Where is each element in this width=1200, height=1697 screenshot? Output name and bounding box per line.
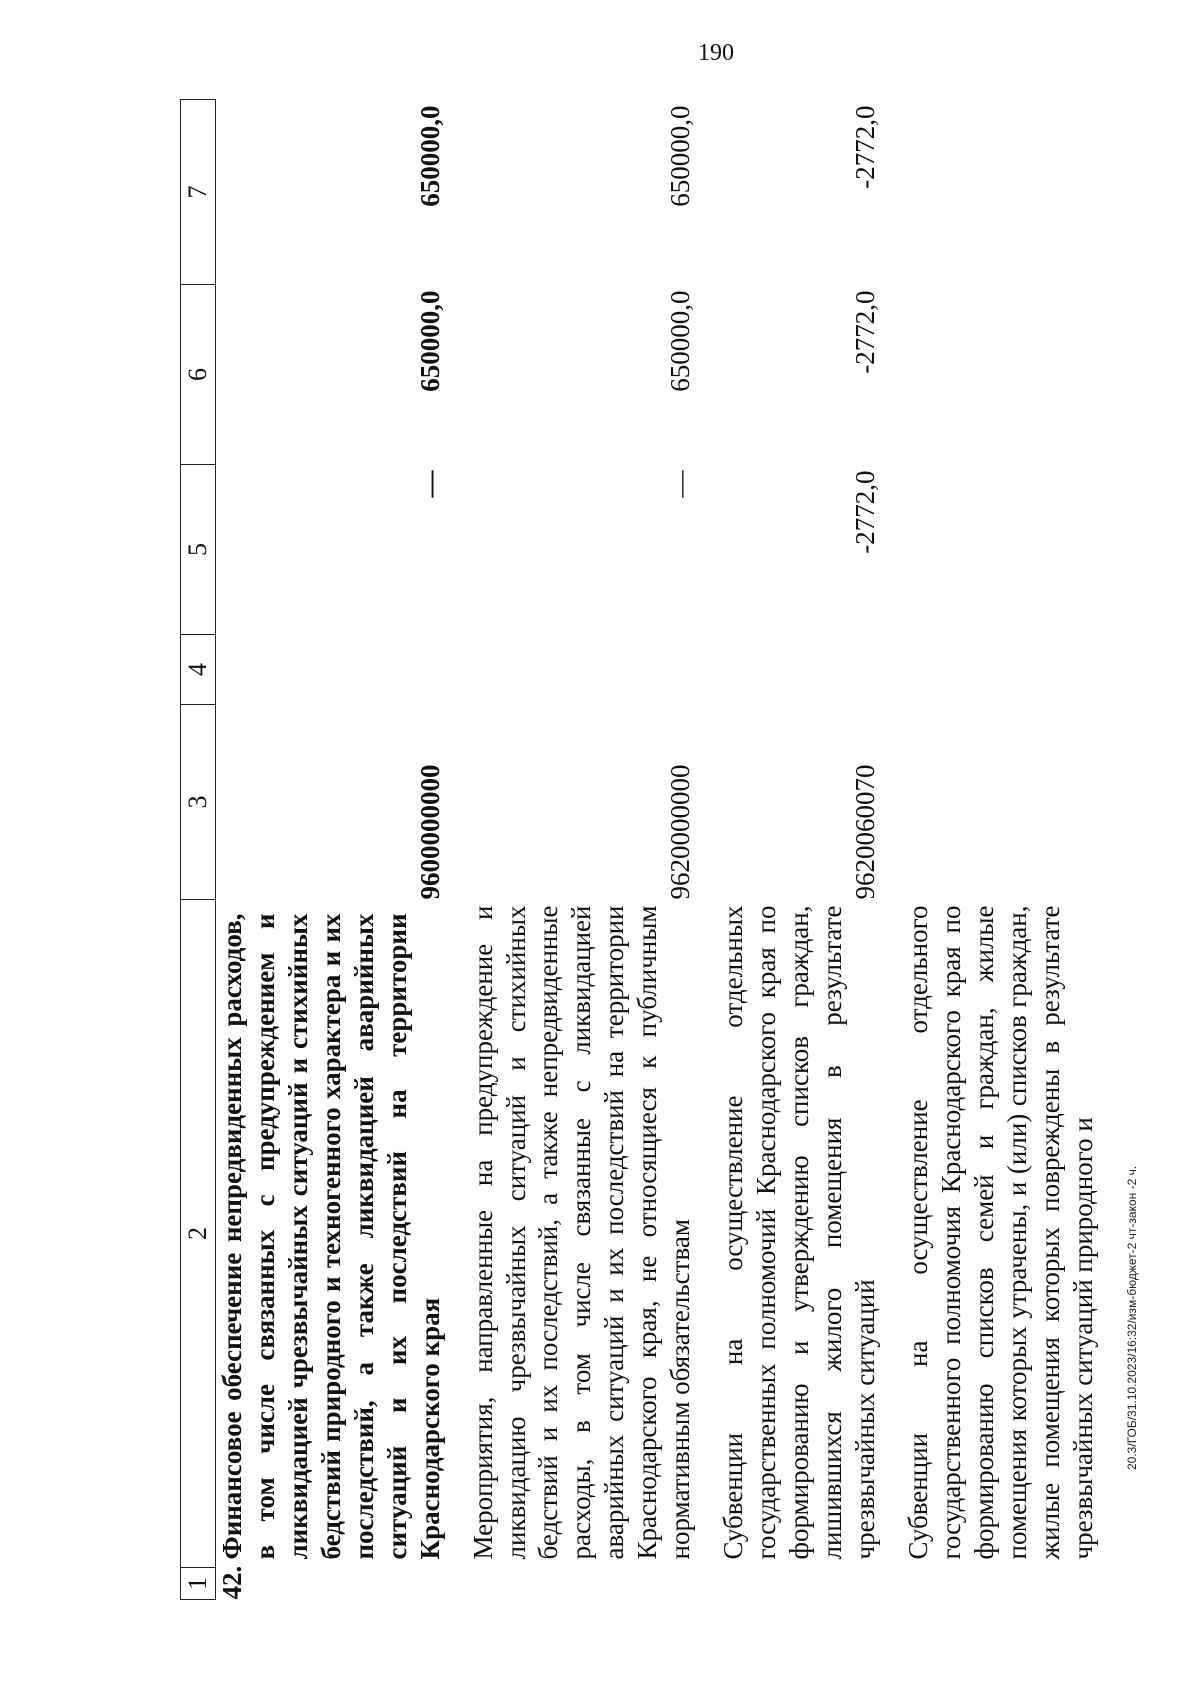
page-number: 190 — [698, 40, 734, 66]
row-description: Субвенции на осуществление отдельных государственных полномочий Краснодарского края по формированию и утверждению списков граждан, лишившихся жилого помещения в результате чрезвычайных ситуаций — [718, 905, 880, 1560]
col4-cell — [902, 635, 1100, 705]
row-description: Финансовое обеспечение непредвиденных расходов, в том числе связанных с предупреждением и ликвидацией чрезвычайных ситуаций и стихийных бедствий природного и техногенного характера и их последствий, а также ликвидацией аварийных ситуаций и их последствий на территории Краснодарского края — [217, 913, 445, 1560]
table-row — [717, 100, 882, 1600]
header-cell: 4 — [181, 635, 216, 705]
table-row — [216, 100, 447, 1600]
table-row — [467, 100, 698, 1600]
header-cell: 2 — [181, 900, 216, 1568]
header-cell: 6 — [181, 285, 216, 465]
code-cell: 9620000000 — [665, 764, 696, 900]
col4-cell — [216, 635, 447, 705]
col4-cell — [467, 635, 698, 705]
col5-cell: -2772,0 — [849, 470, 880, 554]
col6-cell: 650000,0 — [665, 290, 696, 392]
row-number — [467, 1568, 698, 1600]
col7-cell — [902, 100, 1100, 285]
col7-cell: -2772,0 — [849, 105, 880, 189]
header-cell: 1 — [181, 1568, 216, 1600]
table-row — [902, 100, 1100, 1600]
col6-cell: 650000,0 — [414, 290, 445, 392]
col6-cell: -2772,0 — [849, 290, 880, 374]
col6-cell — [902, 285, 1100, 465]
table-header-row — [181, 100, 216, 1600]
header-cell: 3 — [181, 705, 216, 900]
col7-cell: 650000,0 — [414, 105, 445, 207]
row-number — [717, 1568, 882, 1600]
header-cell: 7 — [181, 100, 216, 285]
row-description: Субвенции на осуществление отдельного государственного полномочия Краснодарского края по формированию списков семей и граждан, жилые помещения которых утрачены, и (или) списков граждан, жилые помещения которых повреждены в результате чрезвычайных ситуаций природного и — [902, 905, 1098, 1560]
budget-table — [180, 99, 1099, 1600]
code-cell: 9620060070 — [849, 764, 880, 900]
header-cell: 5 — [181, 465, 216, 635]
row-description-cell — [216, 900, 447, 1600]
col5-cell — [902, 465, 1100, 635]
row-description: Мероприятия, направленные на предупреждение и ликвидацию чрезвычайных ситуаций и стихийных бедствий и их последствий, а также непредвиденные расходы, в том числе связанные с ликвидацией аварийных ситуаций и их последствий на территории Краснодарского края, не относящиеся к публичным нормативным обязательствам — [467, 905, 696, 1560]
col7-cell: 650000,0 — [665, 105, 696, 207]
code-cell — [902, 705, 1100, 900]
col5-cell: — — [414, 470, 445, 498]
col5-cell: — — [665, 470, 696, 498]
footer-stamp: 20.3/ГОБ/31.10.2023/16:32/изм-бюджет-2 чт-закон -2 ч. — [1125, 1165, 1139, 1470]
rotated-page-content — [180, 100, 1098, 1600]
row-number: 42. — [217, 1565, 247, 1600]
col4-cell — [717, 635, 882, 705]
code-cell: 9600000000 — [414, 764, 445, 900]
row-number — [902, 1568, 1100, 1600]
